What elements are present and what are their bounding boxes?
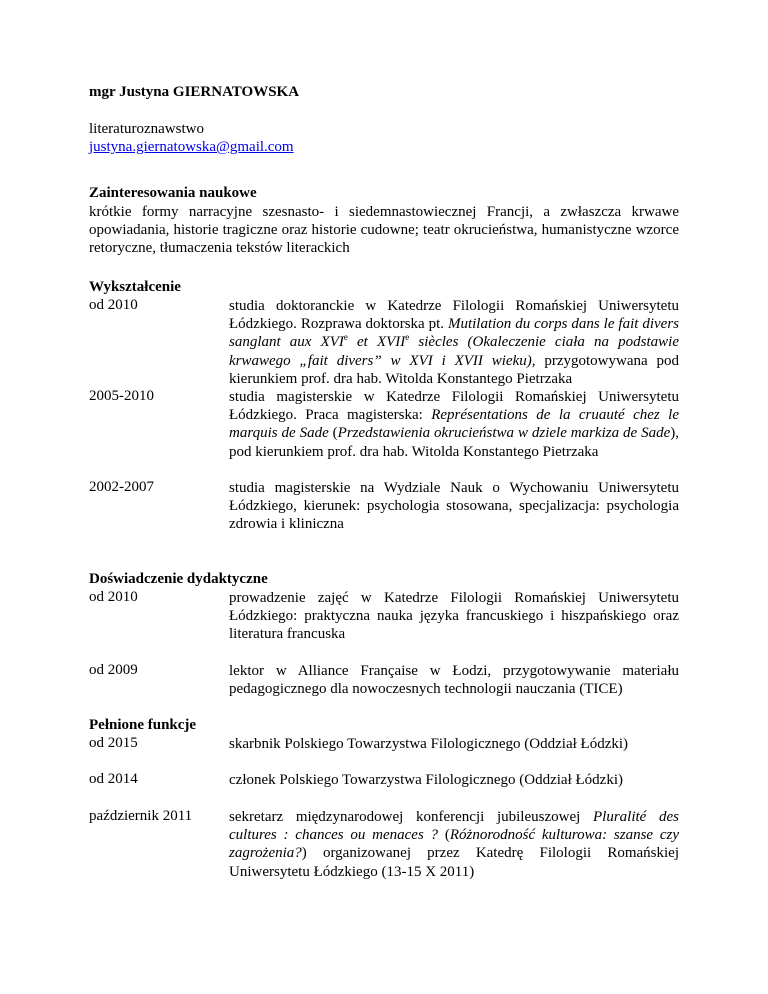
field-of-study: literaturoznawstwo bbox=[89, 121, 204, 137]
person-name: mgr Justyna GIERNATOWSKA bbox=[89, 84, 300, 100]
functions-date-2: od 2014 bbox=[89, 771, 138, 787]
education-desc-2-text: studia magisterskie w Katedrze Filologii Romańskiej Uniwersytetu Łódzkiego. Praca magisterska: bbox=[229, 389, 679, 424]
education-desc-1 bbox=[229, 297, 679, 388]
teaching-desc-1: prowadzenie zajęć w Katedrze Filologii Romańskiej Uniwersytetu Łódzkiego: praktyczna nauka języka francuskiego i hiszpańskiego oraz literatura francuska bbox=[229, 590, 679, 643]
interests-text: krótkie formy narracyjne szesnasto- i siedemnastowiecznej Francji, a zwłaszcza krwawe opowiadania, historie tragiczne oraz historie cudowne; teatr okrucieństwa, humanistyczne wzorce retoryczne, tłumaczenia tekstów literackich bbox=[89, 204, 679, 257]
functions-desc-3 bbox=[229, 808, 679, 881]
conference-title-pl: Różnorodność kulturowa: szanse czy zagrożenia? bbox=[229, 827, 680, 862]
functions-desc-3-text: sekretarz międzynarodowej konferencji jubileuszowej bbox=[229, 809, 593, 825]
teaching-date-1: od 2010 bbox=[89, 589, 138, 605]
email-link[interactable]: justyna.giernatowska@gmail.com bbox=[89, 139, 294, 155]
functions-desc-3-end: ) organizowanej przez Katedrę Filologii Romańskiej Uniwersytetu Łódzkiego (13-15 X 2011) bbox=[229, 845, 679, 880]
functions-date-3: październik 2011 bbox=[89, 808, 193, 824]
thesis-title-sup-2: e bbox=[405, 332, 410, 343]
education-date-2: 2005-2010 bbox=[89, 388, 154, 404]
conference-title: Pluralité des cultures : chances ou menaces ? bbox=[229, 809, 680, 844]
education-date-1: od 2010 bbox=[89, 297, 138, 313]
education-desc-2-end: ), pod kierunkiem prof. dra hab. Witolda Konstantego Pietrzaka bbox=[229, 425, 679, 460]
master-thesis-title-pl: Przedstawienia okrucieństwa w dziele markiza de Sade bbox=[337, 425, 671, 442]
teaching-desc-2: lektor w Alliance Française w Łodzi, przygotowywanie materiału pedagogicznego dla nowoczesnych technologii nauczania (TICE) bbox=[229, 663, 679, 698]
thesis-title-part-1: Mutilation du corps dans le fait divers sanglant aux XVI bbox=[229, 316, 679, 351]
functions-heading: Pełnione funkcje bbox=[89, 717, 197, 733]
education-desc-1-end: przygotowywana pod kierunkiem prof. dra hab. Witolda Konstantego Pietrzaka bbox=[229, 352, 679, 387]
functions-desc-3-paren-open: ( bbox=[438, 827, 450, 844]
thesis-title-sup-1: e bbox=[343, 332, 348, 343]
functions-desc-2: członek Polskiego Towarzystwa Filologicznego (Oddział Łódzki) bbox=[229, 772, 623, 788]
thesis-title-part-3: siècles (Okaleczenie ciała na podstawie krwawego „fait divers” w XVI i XVII wieku), bbox=[229, 334, 680, 369]
functions-date-1: od 2015 bbox=[89, 735, 138, 751]
master-thesis-title: Représentations de la cruauté chez le marquis de Sade bbox=[229, 407, 679, 442]
education-date-3: 2002-2007 bbox=[89, 479, 154, 495]
education-desc-1-text: studia doktoranckie w Katedrze Filologii Romańskiej Uniwersytetu Łódzkiego. Rozprawa doktorska pt. bbox=[229, 298, 679, 333]
education-heading: Wykształcenie bbox=[89, 279, 181, 295]
interests-heading: Zainteresowania naukowe bbox=[89, 185, 257, 201]
education-desc-2-paren-open: ( bbox=[328, 425, 338, 442]
thesis-title-part-2: et XVII bbox=[347, 334, 406, 351]
functions-desc-1: skarbnik Polskiego Towarzystwa Filologicznego (Oddział Łódzki) bbox=[229, 736, 629, 752]
education-desc-3: studia magisterskie na Wydziale Nauk o Wychowaniu Uniwersytetu Łódzkiego, kierunek: psychologia stosowana, specjalizacja: psychologia zdrowia i kliniczna bbox=[229, 480, 679, 533]
teaching-date-2: od 2009 bbox=[89, 662, 138, 678]
education-desc-2 bbox=[229, 388, 679, 461]
teaching-heading: Doświadczenie dydaktyczne bbox=[89, 571, 268, 587]
